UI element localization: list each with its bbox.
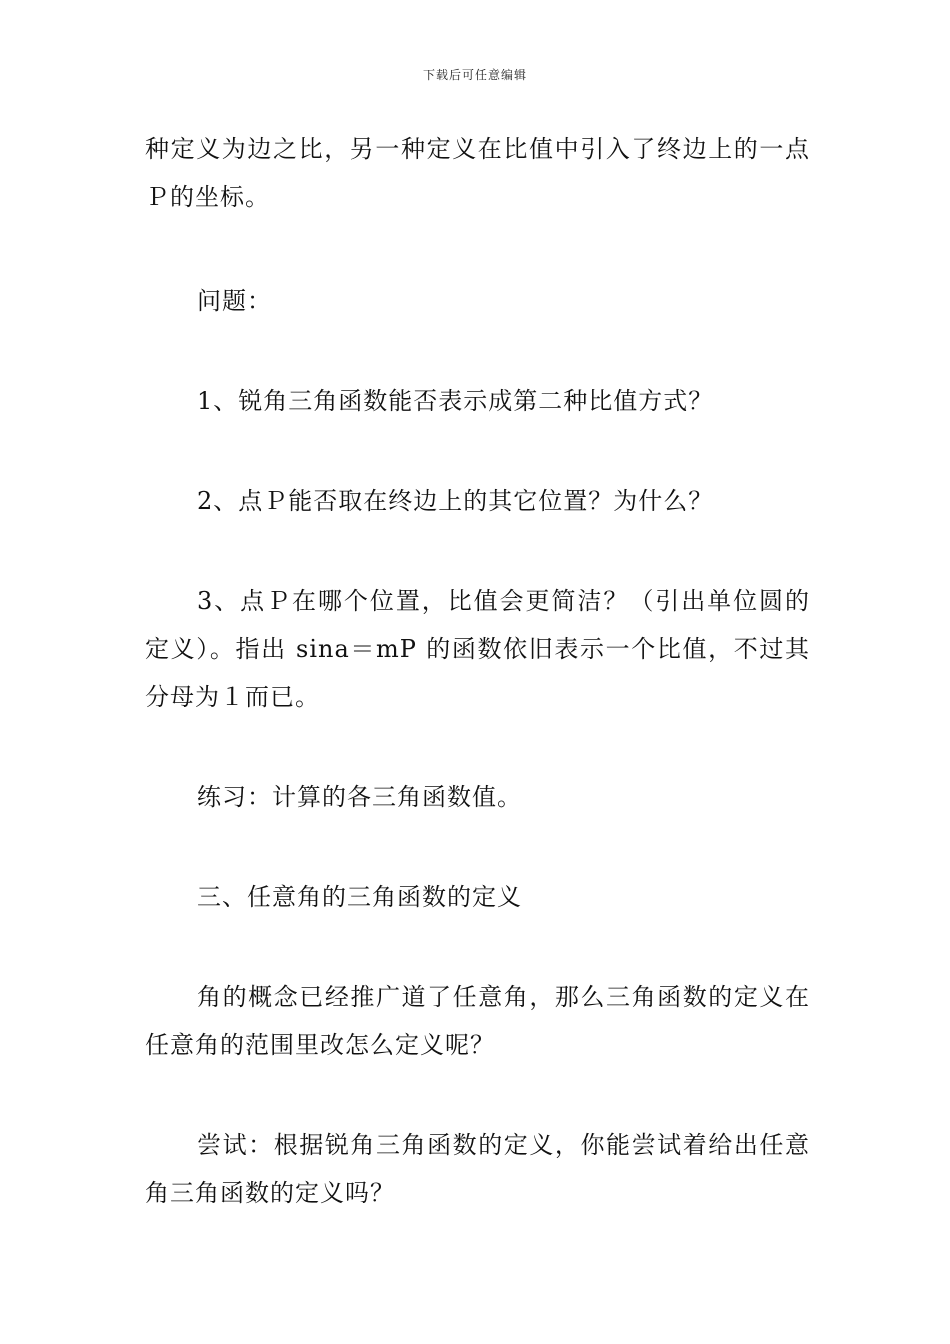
page-header: 下载后可任意编辑 bbox=[422, 68, 527, 82]
paragraph-question-1: 1、锐角三角函数能否表示成第二种比值方式？ bbox=[197, 387, 714, 415]
paragraph-exercise: 练习：计算的各三角函数值。 bbox=[197, 783, 522, 811]
paragraph-question-2: 2、点Ｐ能否取在终边上的其它位置？为什么？ bbox=[197, 487, 714, 515]
section-heading: 三、任意角的三角函数的定义 bbox=[197, 883, 522, 911]
paragraph-concept: 角的概念已经推广道了任意角，那么三角函数的定义在任意角的范围里改怎么定义呢？ bbox=[145, 983, 810, 1059]
document-body bbox=[145, 125, 810, 1269]
paragraph-questions-heading: 问题： bbox=[197, 287, 272, 315]
paragraph-question-3: 3、点Ｐ在哪个位置，比值会更简洁？（引出单位圆的定义）。指出 sina＝mP 的函数依旧表示一个比值，不过其分母为１而已。 bbox=[145, 587, 810, 711]
paragraph-continuation: 种定义为边之比，另一种定义在比值中引入了终边上的一点Ｐ的坐标。 bbox=[145, 135, 810, 211]
paragraph-attempt: 尝试：根据锐角三角函数的定义，你能尝试着给出任意角三角函数的定义吗？ bbox=[145, 1131, 810, 1207]
